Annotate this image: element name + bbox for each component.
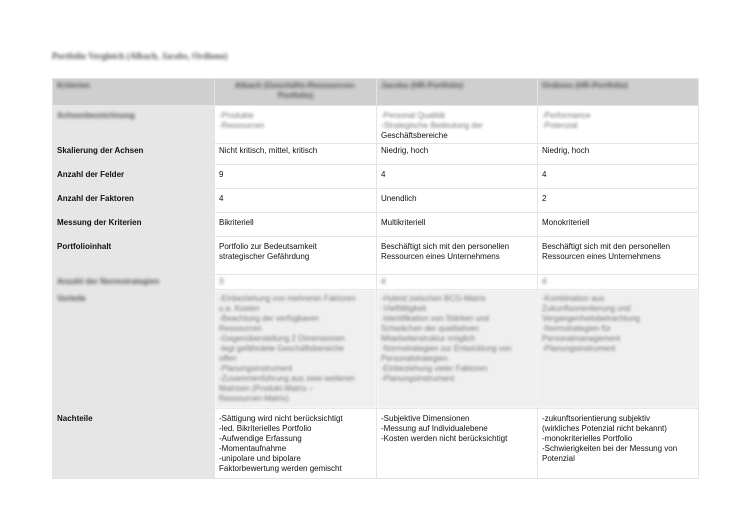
table-cell: 4 [538,275,699,290]
row-label: Anzahl der Felder [53,165,215,189]
table-cell: -Sättigung wird nicht berücksichtigt -led. Bikriterielles Portfolio -Aufwendige Erfassung -Momentaufnahme -unipolare und bipolare Faktorbewertung werden gemischt [215,409,377,479]
table-row [53,290,699,409]
table-cell: 4 [538,165,699,189]
table-cell: Portfolio zur Bedeutsamkeit strategischer Gefährdung [215,237,377,275]
table-cell: Beschäftigt sich mit den personellen Ressourcen eines Unternehmens [377,237,538,275]
row-label: Nachteile [53,409,215,479]
table-cell: Niedrig, hoch [377,144,538,165]
table-cell: Monokriteriell [538,213,699,237]
table-cell: -Kombination aus Zukunftsorientierung und Vergangenheitsbetrachtung -Normstrategien für Personalmanagement -Planungsinstrument [538,290,699,409]
row-label: Skalierung der Achsen [53,144,215,165]
row-label: Portfolioinhalt [53,237,215,275]
table-cell: -Performance -Potenzial [538,106,699,144]
table-row [53,275,699,290]
column-header-jacobs: Jacobs (HR-Portfolio) [377,79,538,106]
table-cell: 3 [215,275,377,290]
row-label: Anzahl der Normstrategien [53,275,215,290]
column-header-criteria: Kriterien [53,79,215,106]
row-label: Vorteile [53,290,215,409]
table-row [53,106,699,144]
table-cell: -Hybrid zwischen BCG-Matrix -Vielfältigkeit -Identifikation von Stärken und Schwächen der qualitativen Mitarbeiterstruktur möglich -Normstrategien zur Entwicklung von Personalstrategien -Einbeziehung vieler Faktoren -Planungsinstrument [377,290,538,409]
row-label: Anzahl der Faktoren [53,189,215,213]
table-cell: 4 [215,189,377,213]
comparison-table [52,78,699,479]
table-cell: Bikriteriell [215,213,377,237]
table-cell: Niedrig, hoch [538,144,699,165]
table-cell: -Produkte -Ressourcen [215,106,377,144]
column-header-albach: Albach (Geschäfts-Ressourcen-Portfolio) [215,79,377,106]
document-title: Portfolio Vergleich (Albach, Jacobs, Ordiono) [52,51,228,61]
table-cell: -Einbeziehung von mehreren Faktoren u.a. Kosten -Beachtung der verfügbaren Ressourcen -Gegenüberstellung 2 Dimensionen -legt gefährdete Geschäftsbereiche offen -Planungsinstrument -Zusammenführung aus zwei weiteren Matrizen (Produkt-Matrix – Ressourcen-Matrix) [215,290,377,409]
table-cell: Beschäftigt sich mit den personellen Ressourcen eines Unternehmens [538,237,699,275]
table-row [53,237,699,275]
table-row [53,144,699,165]
table-row [53,189,699,213]
table-cell: -zukunftsorientierung subjektiv (wirkliches Potenzial nicht bekannt) -monokriterielles Portfolio -Schwierigkeiten bei der Messung von Potenzial [538,409,699,479]
table-cell: 2 [538,189,699,213]
table-cell: Nicht kritisch, mittel, kritisch [215,144,377,165]
table-cell: Multikriteriell [377,213,538,237]
table-cell: -Personal Qualität -Strategische Bedeutung der Geschäftsbereiche [377,106,538,144]
header-row [53,79,699,106]
column-header-ordiono: Ordiono (HR-Portfolio) [538,79,699,106]
table-cell: -Subjektive Dimensionen -Messung auf Individualebene -Kosten werden nicht berücksichtigt [377,409,538,479]
table-row [53,165,699,189]
table-row [53,213,699,237]
row-label: Achsenbezeichnung [53,106,215,144]
table-cell: 4 [377,165,538,189]
table-cell: 4 [377,275,538,290]
table-cell: Unendlich [377,189,538,213]
row-label: Messung der Kriterien [53,213,215,237]
table-cell: 9 [215,165,377,189]
table-row [53,409,699,479]
